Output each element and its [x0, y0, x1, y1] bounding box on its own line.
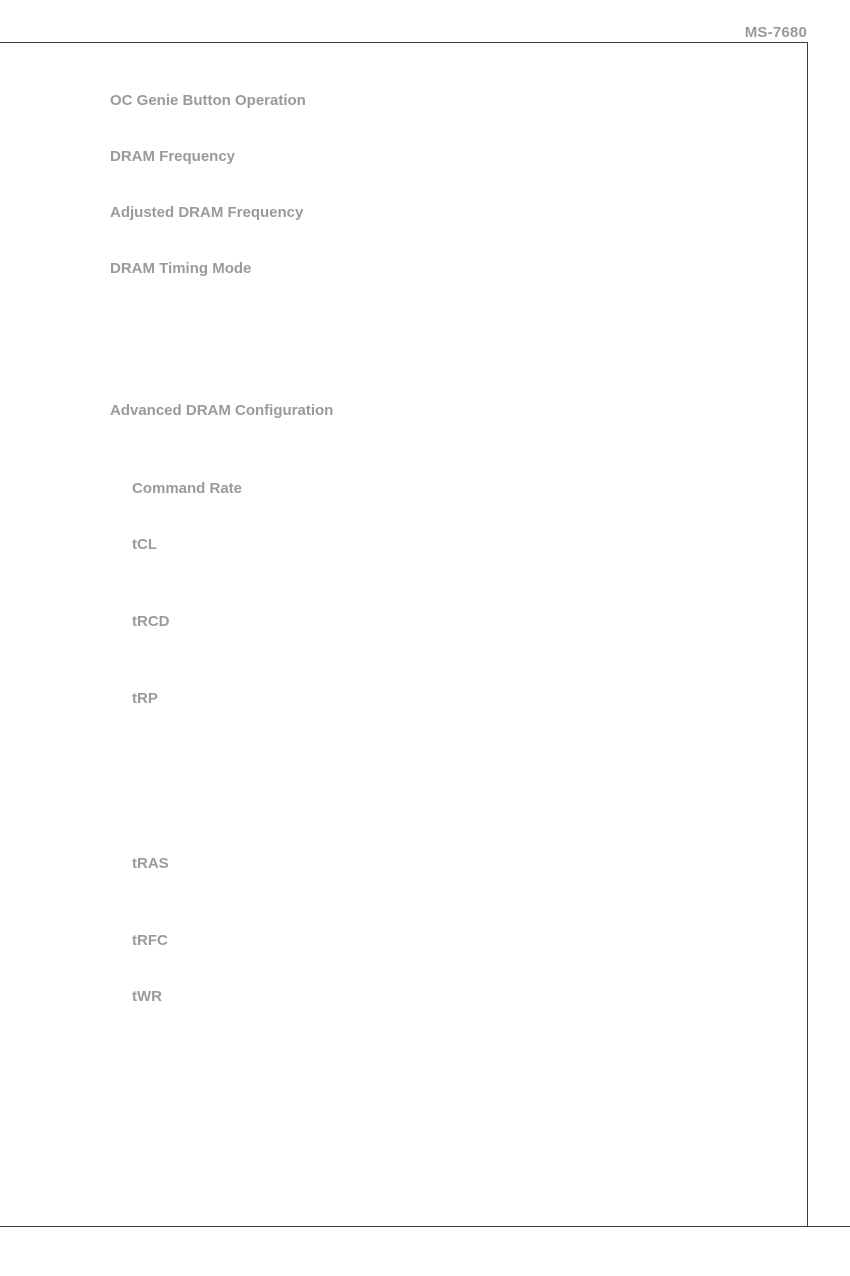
setting-adjusted-dram-frequency: Adjusted DRAM Frequency	[110, 204, 304, 221]
setting-trcd: tRCD	[132, 613, 170, 630]
setting-twr: tWR	[132, 988, 162, 1005]
setting-advanced-dram-configuration: Advanced DRAM Configuration	[110, 402, 334, 419]
setting-tcl: tCL	[132, 536, 157, 553]
top-rule	[0, 42, 808, 43]
setting-dram-timing-mode: DRAM Timing Mode	[110, 260, 252, 277]
setting-command-rate: Command Rate	[132, 480, 243, 497]
setting-trfc: tRFC	[132, 932, 168, 949]
bottom-rule	[0, 1226, 850, 1227]
setting-tras: tRAS	[132, 855, 169, 872]
setting-oc-genie-button-operation: OC Genie Button Operation	[110, 92, 306, 109]
model-number: MS-7680	[744, 24, 807, 41]
setting-trp: tRP	[132, 690, 158, 707]
right-rule	[807, 42, 808, 1227]
setting-dram-frequency: DRAM Frequency	[110, 148, 236, 165]
